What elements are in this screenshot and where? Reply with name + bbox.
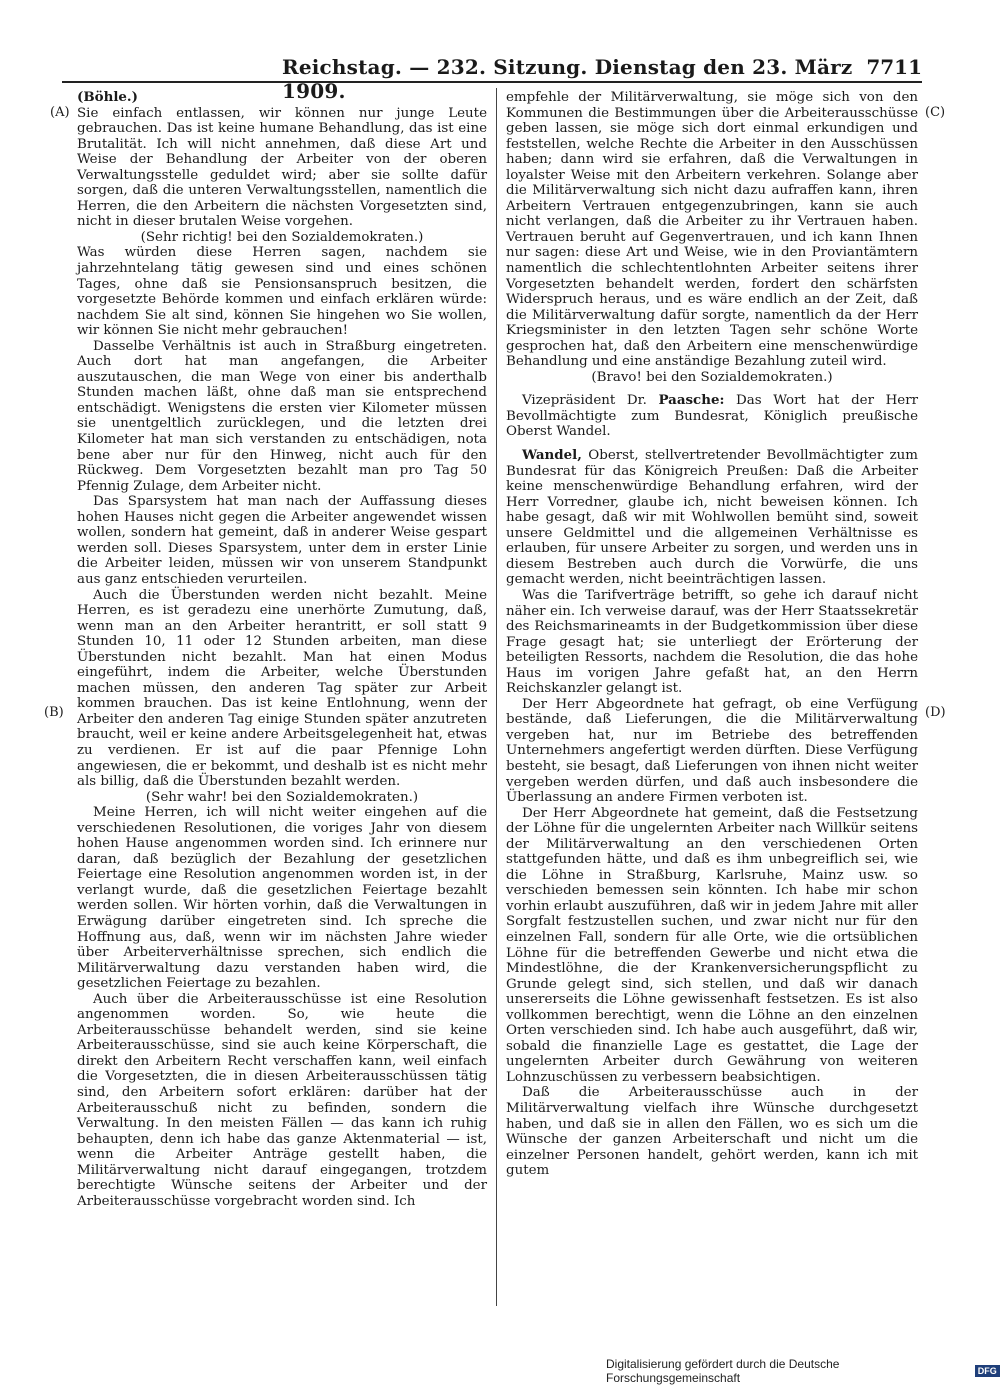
interjection: (Sehr richtig! bei den Sozialdemokraten.) [140, 229, 424, 245]
column-divider [496, 88, 497, 1306]
paragraph: Das Sparsystem hat man nach der Auffassung dieses hohen Hauses nicht gegen die Arbeiter angewendet wissen wollen, sondern hat gemeint, daß in anderer Weise gespart werden soll. Dieses Sparsystem, unter dem in erster Linie die Arbeiter leiden, müssen wir von unserem Standpunkt aus ganz entschieden verurteilen. [77, 494, 487, 587]
margin-mark-d: (D) [925, 705, 946, 720]
paragraph: empfehle der Militärverwaltung, sie möge sich von den Kommunen die Bestimmungen über die Arbeiterausschüsse geben lassen, sie möge sich dort einmal erkundigen und feststellen, welche Rechte die Arbeiter in den Ausschüssen haben; dann wird sie erfahren, daß die Verwaltungen in loyalster Weise mit den Arbeitern verkehren. Solange aber die Militärverwaltung sich nicht dazu aufraffen kann, ihren Arbeitern Vertrauen entgegenzubringen, kann sie auch nicht verlangen, daß die Arbeiter zu ihr Vertrauen haben. Vertrauen beruht auf Gegenvertrauen, und ich kann Ihnen nur sagen: diese Art und Weise, wie in den Proviantämtern namentlich die schlechtentlohnten Arbeiter seitens ihrer Vorgesetzten behandelt werden, fordert den schärfsten Widerspruch heraus, und es wäre endlich an der Zeit, daß die Militärverwaltung dafür sorgte, namentlich da der Herr Kriegsminister in den letzten Tagen sehr schöne Worte gesprochen hat, daß den Arbeitern eine menschenwürdige Behandlung und eine anständige Bezahlung zuteil wird. [506, 90, 918, 370]
funding-note: Digitalisierung gefördert durch die Deutsche Forschungsgemeinschaft [606, 1357, 840, 1385]
interjection: (Bravo! bei den Sozialdemokraten.) [591, 369, 833, 385]
interjection: (Sehr wahr! bei den Sozialdemokraten.) [145, 789, 419, 805]
paragraph: Dasselbe Verhältnis ist auch in Straßburg eingetreten. Auch dort hat man angefangen, die Arbeiter auszutauschen, die man Wege von einer bis anderthalb Stunden machen läßt, ohne daß man sie entsprechend entschädigt. Wenigstens die ersten vier Kilometer müssen sie unentgeltlich zurücklegen, und die letzten drei Kilometer hat man sich verstanden zu entschädigen, nota bene aber nur für den Hinweg, nicht auch für den Rückweg. Dem Vorgesetzten bezahlt man pro Tag 50 Pfennig Zulage, dem Arbeiter nicht. [77, 338, 487, 494]
speaker-paragraph [506, 393, 918, 440]
margin-mark-b: (B) [44, 705, 64, 720]
speech-text: Oberst, stellvertretender Bevollmächtigter zum Bundesrat für das Königreich Preußen: Daß die Arbeiter keine menschenwürdige Behandlung erfahren, wird der Herr Vorredner, glaube ich, nicht beweisen können. Ich habe gesagt, daß wir mit Wohlwollen bemüht sind, soweit unsere Geldmittel und die allgemeinen Verhältnisse es erlauben, für unsere Arbeiter zu sorgen, und werden uns in diesem Bestreben auch durch die Vorwürfe, die uns gemacht werden, nicht beeinträchtigen lassen. [506, 448, 918, 588]
speech-text: Das Wort hat der Herr Bevollmächtigte zum Bundesrat, Königlich preußische Oberst Wandel. [506, 393, 918, 440]
running-title: Reichstag. — 232. Sitzung. Dienstag den 23. März 1909. [282, 55, 853, 103]
speaker-title: Vizepräsident Dr. [522, 393, 647, 409]
right-column [506, 90, 918, 1179]
paragraph: Auch über die Arbeiterausschüsse ist eine Resolution angenommen worden. So, wie heute die Arbeiterausschüsse behandelt werden, sind sie keine Arbeiterausschüsse, sind sie auch keine Körperschaft, die direkt den Arbeitern Recht verschaffen kann, weil einfach die Vorgesetzten, die in diesen Arbeiterausschüssen tätig sind, den Arbeitern sofort erklären: darüber hat der Arbeiterausschuß nicht zu befinden, sondern die Verwaltung. In den meisten Fällen — das kann ich ruhig behaupten, denn ich habe das ganze Aktenmaterial — ist, wenn die Arbeiter Anträge gestellt haben, die Militärverwaltung nicht darauf eingegangen, trotzdem berechtigte Wünsche seitens der Arbeiter und der Arbeiterausschüsse vorgebracht worden sind. Ich [77, 991, 487, 1209]
page-number: 7711 [866, 55, 922, 79]
paragraph: Auch die Überstunden werden nicht bezahlt. Meine Herren, es ist geradezu eine unerhörte Zumutung, daß, wenn man an den Arbeiter herantritt, er soll statt 9 Stunden 10, 11 oder 12 Stunden arbeiten, man diese Überstunden nicht bezahlt. Man hat einen Modus eingeführt, indem die Arbeiter, welche Überstunden machen müssen, den anderen Tag später zur Arbeit kommen brauchen. Das ist keine Entlohnung, wenn der Arbeiter den anderen Tag einige Stunden später anzutreten braucht, weil er keine andere Arbeitsgelegenheit hat, etwas zu verdienen. Er ist auf die paar Pfennige Lohn angewiesen, die er bekommt, und deshalb ist es nicht mehr als billig, daß die Überstunden bezahlt werden. [77, 587, 487, 790]
paragraph: Was die Tarifverträge betrifft, so gehe ich darauf nicht näher ein. Ich verweise darauf, was der Herr Staatssekretär des Reichsmarineamts in der Budgetkommission über diese Frage gesagt hat; sie unterliegt der Erörterung der beteiligten Ressorts, nachdem die Resolution, die das hohe Haus im vorigen Jahre gefaßt hat, an den Herrn Reichskanzler gelangt ist. [506, 587, 918, 697]
margin-mark-a: (A) [50, 105, 70, 120]
footer [606, 1357, 1000, 1385]
dfg-logo: DFG [975, 1365, 1000, 1377]
paragraph: Meine Herren, ich will nicht weiter eingehen auf die verschiedenen Resolutionen, die voriges Jahr von diesem hohen Hause angenommen worden sind. Ich erinnere nur daran, daß bezüglich der Bezahlung der gesetzlichen Feiertage eine Resolution angenommen worden ist, in der verlangt wurde, daß die gesetzlichen Feiertage bezahlt werden sollen. Wir hörten vorhin, daß die Verwaltungen in Erwägung darüber eingetreten sind. Ich spreche die Hoffnung aus, daß, wenn wir im nächsten Jahre wieder über Arbeiterverhältnisse sprechen, sich endlich die Militärverwaltung dazu verstanden haben wird, die gesetzlichen Feiertage zu bezahlen. [77, 805, 487, 992]
paragraph: Was würden diese Herren sagen, nachdem sie jahrzehntelang tätig gewesen sind und eines schönen Tages, ohne daß sie Pensionsanspruch besitzen, die vorgesetzte Behörde kommen und einfach erklären würde: nachdem Sie alt sind, können Sie hingehen wo Sie wollen, wir können Sie nicht mehr gebrauchen! [77, 245, 487, 339]
paragraph: Daß die Arbeiterausschüsse auch in der Militärverwaltung vielfach ihre Wünsche durchgesetzt haben, und daß sie in allen den Fällen, wo es sich um die Wünsche der ganzen Arbeiterschaft und nicht um die einzelner Personen handelt, gehört werden, kann ich mit gutem [506, 1085, 918, 1179]
speaker-name: Paasche: [658, 392, 725, 409]
paragraph: Der Herr Abgeordnete hat gemeint, daß die Festsetzung der Löhne für die ungelernten Arbeiter nach Willkür seitens der Militärverwaltung an den verschiedenen Orten stattgefunden hätte, und daß es ihm unbegreiflich sei, wie die Löhne in Straßburg, Karlsruhe, Mainz usw. so verschieden bemessen sein könnten. Ich habe mir schon vorhin erlaubt auszuführen, daß wir in jedem Jahre mit aller Sorgfalt festzustellen suchen, und zwar nicht nur für den einzelnen Fall, sondern für alle Orte, wie die ortsüblichen Löhne für die betreffenden Gewerbe und nicht etwa die Mindestlöhne, die der Krankenversicherungspflicht zu Grunde gelegt sind, sich stellen, und daß wir danach unsererseits die Löhne gewissenhaft festsetzen. Es ist also vollkommen berechtigt, wenn die Löhne an den einzelnen Orten verschieden sind. Ich habe auch ausgeführt, daß wir, sobald die finanzielle Lage es gestattet, die Lage der ungelernten Arbeiter durch Gewährung von weiteren Lohnzuschüssen zu verbessern beabsichtigen. [506, 805, 918, 1085]
left-column [77, 90, 487, 1209]
speaker-name: Wandel, [522, 447, 582, 464]
margin-mark-c: (C) [925, 105, 946, 120]
speaker-paragraph [506, 448, 918, 588]
paragraph: Sie einfach entlassen, wir können nur junge Leute gebrauchen. Das ist keine humane Behandlung, das ist eine Brutalität. Ich will nicht annehmen, daß diese Art und Weise der Behandlung der Arbeiter von der oberen Verwaltungsstelle geduldet wird; aber sie sollte dafür sorgen, daß die unteren Verwaltungsstellen, namentlich die Herren, die den Arbeitern die nächsten Vorgesetzten sind, nicht in dieser brutalen Weise vorgehen. [77, 105, 487, 230]
speaker-reference: (Böhle.) [77, 89, 138, 105]
paragraph: Der Herr Abgeordnete hat gefragt, ob eine Verfügung bestände, daß Lieferungen, die die Militärverwaltung vergeben hat, nur im Betriebe des betreffenden Unternehmers angefertigt werden dürften. Diese Verfügung besteht, sie besagt, daß Lieferungen von ihnen nicht weiter vergeben werden dürfen, und daß auch insbesondere die Überlassung an andere Firmen verboten ist. [506, 696, 918, 806]
